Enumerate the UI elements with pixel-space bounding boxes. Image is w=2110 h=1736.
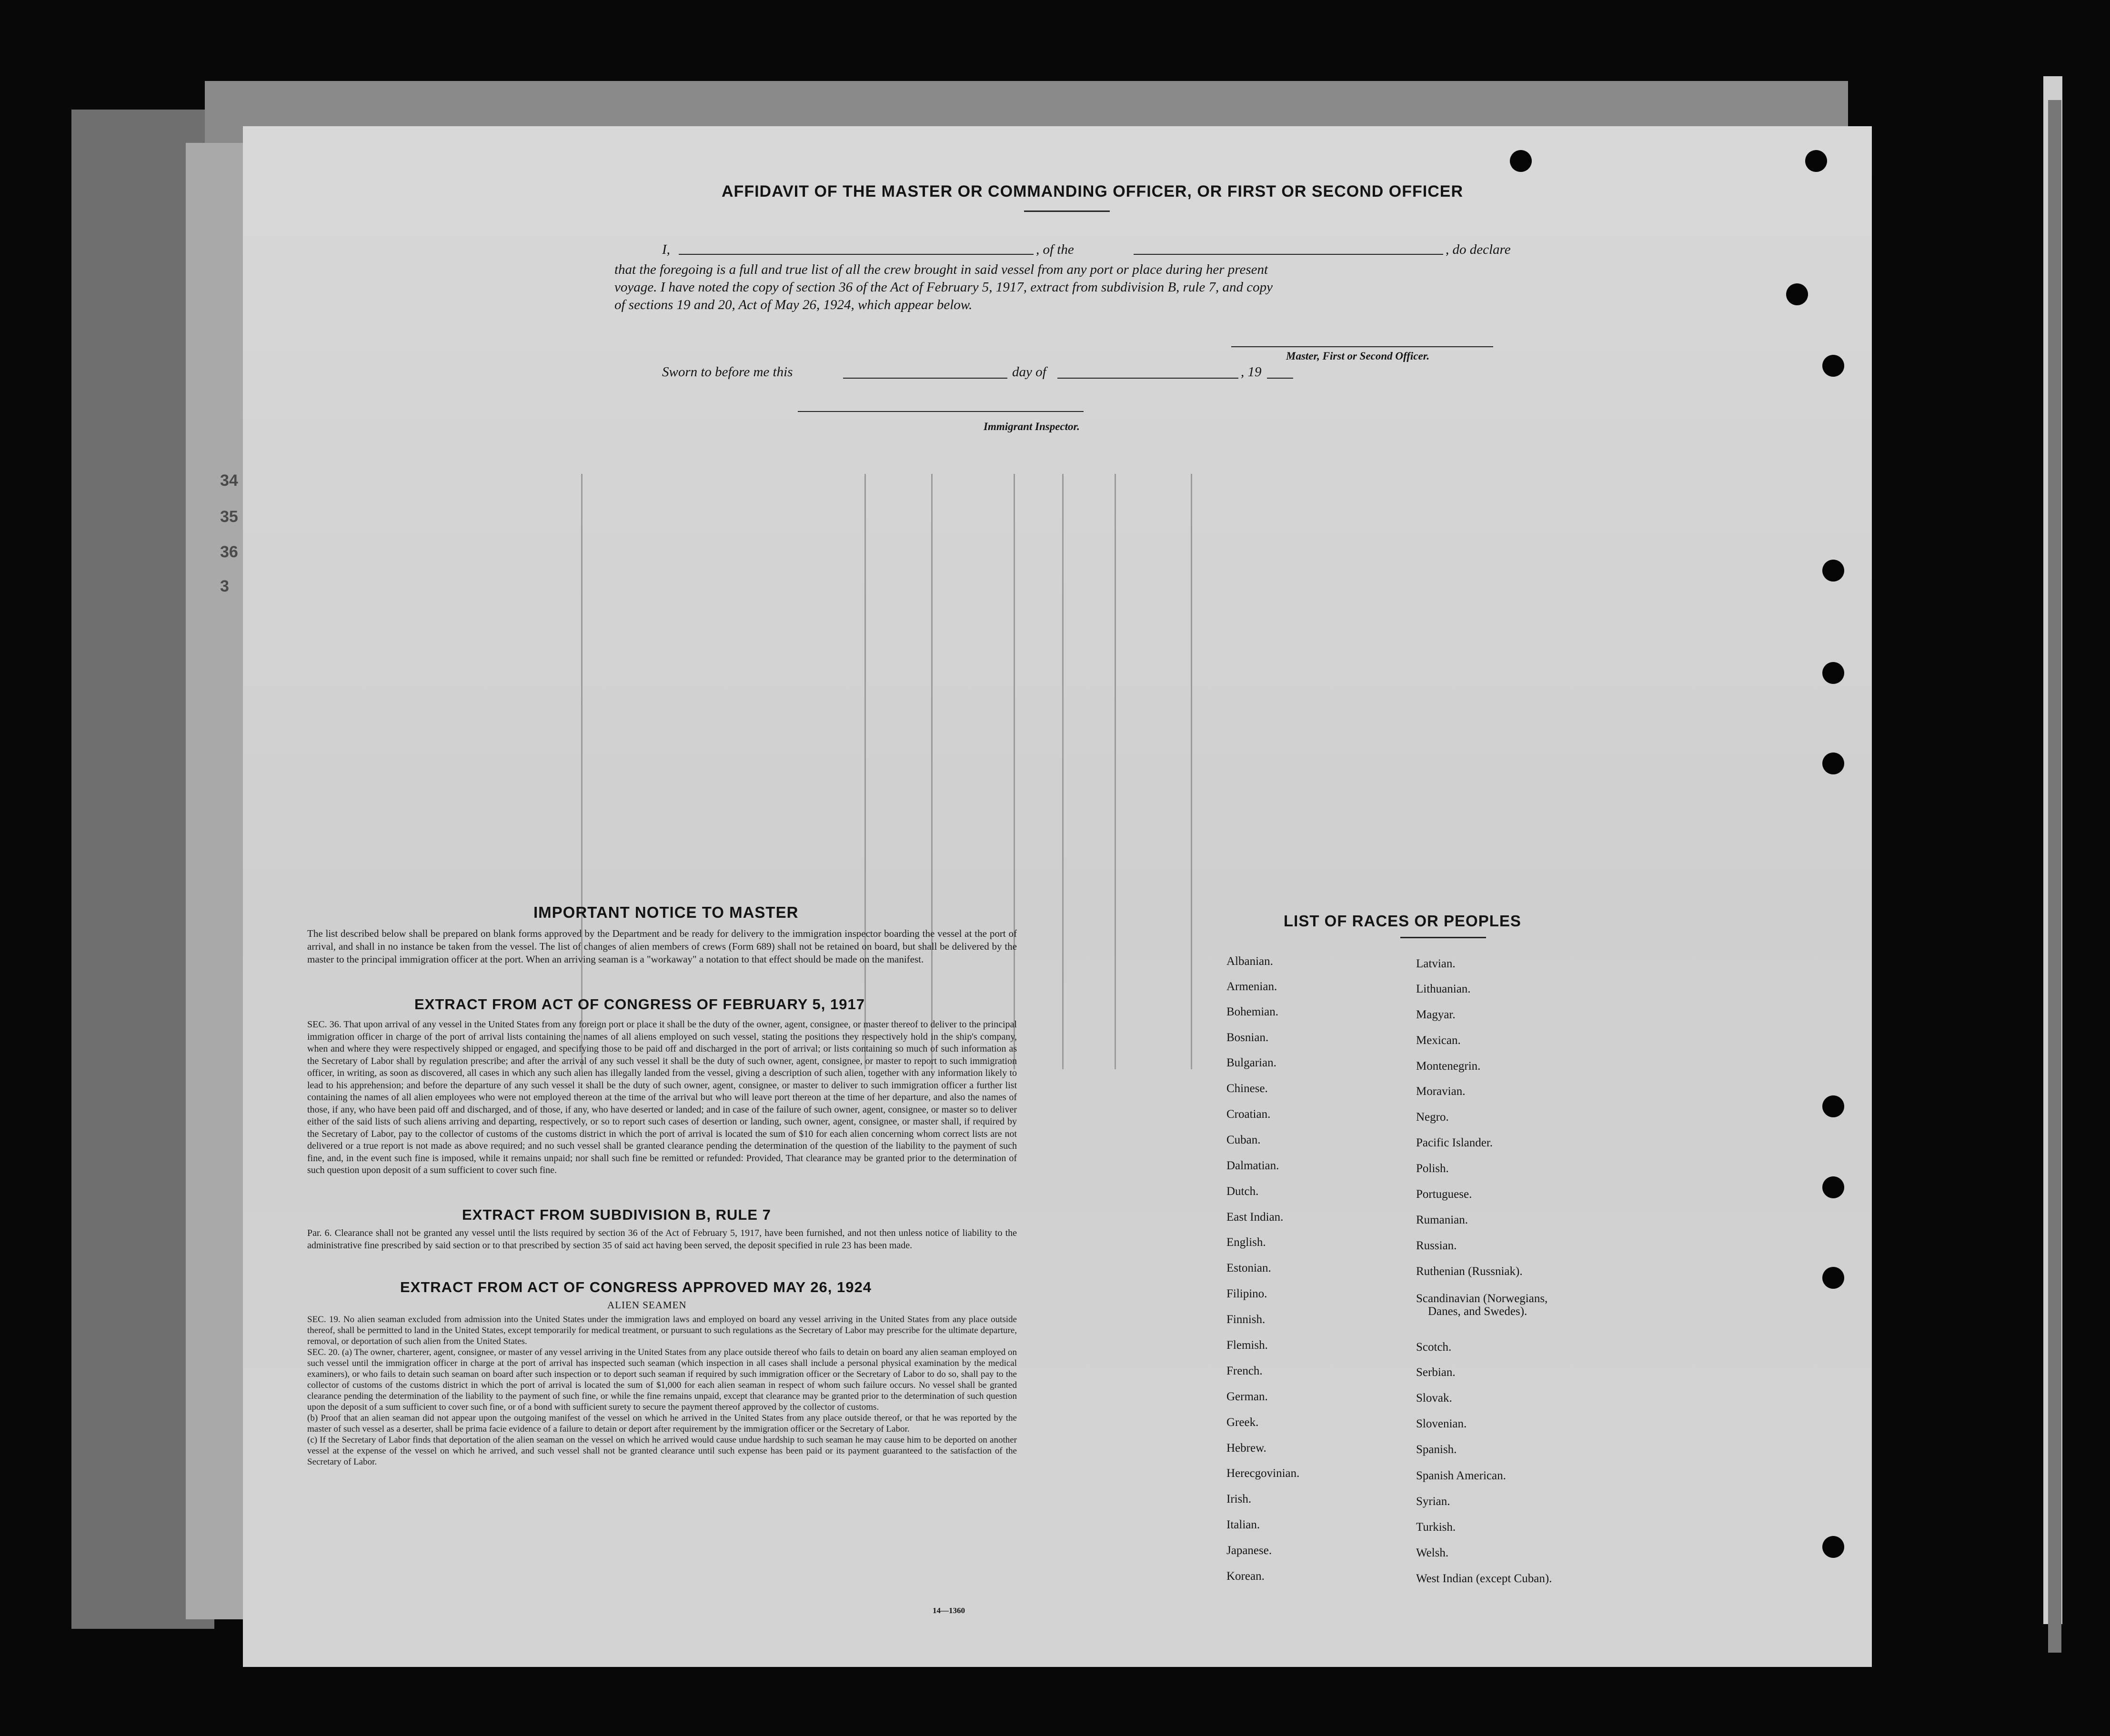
affidavit-title: AFFIDAVIT OF THE MASTER OR COMMANDING OFFICER, OR FIRST OR SECOND OFFICER — [722, 182, 1463, 201]
affidavit-line: voyage. I have noted the copy of section 36 of the Act of February 5, 1917, extract from subdivision B, rule 7, and copy — [614, 280, 1273, 295]
underlying-strip — [186, 143, 252, 1619]
race-item: German. — [1226, 1390, 1268, 1403]
right-binding-bar — [2048, 100, 2061, 1653]
vessel-blank — [1134, 254, 1443, 255]
race-item: Dalmatian. — [1226, 1159, 1279, 1172]
race-item: Greek. — [1226, 1416, 1259, 1429]
inspector-line — [798, 411, 1084, 412]
margin-number: 35 — [220, 508, 238, 526]
race-item: Flemish. — [1226, 1339, 1268, 1352]
race-item: Latvian. — [1416, 957, 1456, 970]
race-item: Serbian. — [1416, 1366, 1456, 1379]
sworn-label: Sworn to before me this — [662, 364, 793, 380]
inspector-label: Immigrant Inspector. — [984, 421, 1080, 432]
extract3-text — [307, 1314, 1017, 1467]
race-item: Syrian. — [1416, 1495, 1450, 1508]
race-item: Slovak. — [1416, 1392, 1452, 1405]
race-item: Negro. — [1416, 1111, 1449, 1124]
bleed-column-line — [1062, 474, 1064, 1069]
race-item: West Indian (except Cuban). — [1416, 1572, 1552, 1585]
punch-hole — [1822, 1095, 1844, 1117]
punch-hole — [1510, 150, 1532, 172]
bleed-column-line — [864, 474, 866, 1069]
extract1-text: SEC. 36. That upon arrival of any vessel in the United States from any foreign port or place it shall be the duty of the owner, agent, consignee, or master thereof to deliver to the principal immigration officer in charge of the port of arrival lists containing the names of all aliens employed on such vessel, stating the positions they respectively hold in the ship's company, when and where they were respectively shipped or engaged, and specifying those to be paid off and discharged in the port of arrival; or lists containing so much of such information as the Secretary of Labor shall by regulation prescribe; and after the arrival of any such vessel it shall be the duty of such owner, agent, consignee, or master to report to such immigration officer, in writing, as soon as discovered, all cases in which any such alien has illegally landed from the vessel, giving a description of such alien, together with any information likely to lead to his apprehension; and before the departure of any such vessel it shall be the duty of such owner, agent, consignee, or master to deliver to such immigration officer a further list containing the names of all alien employees who were not employed thereon at the time of the arrival but who will leave port thereon at the time of her departure, and also the names of those, if any, who have been paid off and discharged, and of those, if any, who have deserted or landed; and in case of the failure of such owner, agent, consignee, or master so to deliver either of the said lists of such aliens arriving and departing, respectively, or so to report such cases of desertion or landing, such owner, agent, consignee, or master shall, if required by the Secretary of Labor, pay to the collector of customs of the customs district in which the port of arrival is located the sum of $10 for each alien concerning whom correct lists are not delivered or a true report is not made as above required; and no such vessel shall be granted clearance pending the determination of the question of the liability to the payment of such fine, and, in the event such fine is imposed, while it remains unpaid; nor shall such fine be remitted or refunded: Provided, That clearance may be granted prior to the determination of such question upon deposit of a sum sufficient to cover such fine. — [307, 1019, 1017, 1175]
name-blank — [679, 254, 1034, 255]
race-item: Cuban. — [1226, 1134, 1261, 1146]
race-item: Spanish American. — [1416, 1469, 1506, 1482]
bleed-column-line — [931, 474, 933, 1069]
section-20a-text: SEC. 20. (a) The owner, charterer, agent, consignee, or master of any vessel arriving in the United States from any place outside thereof who fails to detain on board any alien seaman employed on such vessel until the immigration officer in charge at the port of arrival has inspected such seaman (which inspection in all cases shall include a personal physical examination by the medical examiners), or who fails to detain such seaman on board after such inspection or to deport such seaman if required by such immigration officer or the Secretary of Labor to do so, shall pay to the collector of customs of the customs district in which the port of arrival is located the sum of $1,000 for each alien seaman in respect of whom such failure occurs. No vessel shall be granted clearance pending the determination of the liability to the payment of such fine, or while the fine remains unpaid, except that clearance may be granted prior to the determination of such question upon the deposit of a sum sufficient to cover such fine, or of a bond with sufficient surety to secure the payment thereof approved by the collector of customs. — [307, 1347, 1017, 1412]
race-item: Bosnian. — [1226, 1031, 1269, 1044]
punch-hole — [1822, 662, 1844, 684]
affidavit-line: that the foregoing is a full and true list of all the crew brought in said vessel from any port or place during her present — [614, 262, 1268, 277]
section-20c-text: (c) If the Secretary of Labor finds that deportation of the alien seaman on the vessel on which he arrived would cause undue hardship to such seaman he may cause him to be deported on another vessel at the expense of the vessel on which he arrived, and such vessel shall not be granted clearance until such expense has been paid or its payment guaranteed to the satisfaction of the Secretary of Labor. — [307, 1435, 1017, 1467]
bleed-column-line — [1191, 474, 1192, 1069]
race-item: Slovenian. — [1416, 1417, 1467, 1430]
bleed-column-line — [1014, 474, 1015, 1069]
punch-hole — [1822, 1267, 1844, 1289]
race-item: Mexican. — [1416, 1034, 1461, 1047]
punch-hole — [1822, 355, 1844, 377]
extract2-text: Par. 6. Clearance shall not be granted any vessel until the lists required by section 36 of the Act of February 5, 1917, have been furnished, and not then unless notice of liability to the administrative fine prescribed by said section or to that prescribed by section 35 of said act having been served, the deposit specified in rule 23 has been made. — [307, 1228, 1017, 1251]
race-item: Armenian. — [1226, 980, 1277, 993]
extract1-title: EXTRACT FROM ACT OF CONGRESS OF FEBRUARY 5, 1917 — [414, 996, 865, 1013]
race-item: Croatian. — [1226, 1108, 1271, 1121]
affidavit-of-the: , of the — [1036, 242, 1074, 257]
margin-number: 34 — [220, 472, 238, 490]
title-underline — [1024, 211, 1110, 212]
race-item: Russian. — [1416, 1239, 1457, 1252]
race-item: Italian. — [1226, 1518, 1260, 1531]
race-item: Japanese. — [1226, 1544, 1272, 1557]
race-item: Irish. — [1226, 1493, 1252, 1505]
race-item: Hebrew. — [1226, 1442, 1266, 1455]
race-item: Pacific Islander. — [1416, 1136, 1493, 1149]
race-item: French. — [1226, 1365, 1263, 1377]
race-item: Filipino. — [1226, 1287, 1267, 1300]
punch-hole — [1805, 150, 1827, 172]
affidavit-i: I, — [662, 242, 670, 257]
day-of-label: day of — [1012, 364, 1046, 380]
race-item: Estonian. — [1226, 1262, 1271, 1274]
extract2-title: EXTRACT FROM SUBDIVISION B, RULE 7 — [462, 1206, 771, 1223]
punch-hole — [1822, 560, 1844, 582]
race-item: Danes, and Swedes). — [1428, 1305, 1527, 1318]
race-item: Portuguese. — [1416, 1188, 1472, 1201]
punch-hole — [1822, 1536, 1844, 1558]
extract3-subtitle: ALIEN SEAMEN — [607, 1299, 687, 1311]
document-page — [243, 126, 1872, 1667]
master-label: Master, First or Second Officer. — [1286, 350, 1430, 362]
sworn-day-blank — [843, 378, 1007, 379]
notice-title: IMPORTANT NOTICE TO MASTER — [533, 903, 799, 921]
margin-number: 3 — [220, 577, 229, 595]
section-19-text: SEC. 19. No alien seaman excluded from admission into the United States under the immigration laws and employed on board any vessel arriving in the United States from any place outside thereof, shall be permitted to land in the United States, except temporarily for medical treatment, or pursuant to such regulations as the Secretary of Labor may prescribe for the ultimate departure, removal, or deportation of such alien from the United States. — [307, 1315, 1017, 1346]
form-number: 14—1360 — [933, 1606, 965, 1615]
race-item: Moravian. — [1416, 1085, 1466, 1098]
punch-hole — [1822, 1176, 1844, 1198]
month-blank — [1057, 378, 1238, 379]
affidavit-line: of sections 19 and 20, Act of May 26, 1924, which appear below. — [614, 297, 973, 312]
races-underline — [1400, 937, 1486, 938]
race-item: East Indian. — [1226, 1211, 1284, 1224]
race-item: Dutch. — [1226, 1185, 1259, 1198]
signature-line — [1231, 346, 1493, 347]
race-item: Montenegrin. — [1416, 1060, 1481, 1073]
race-item: Scotch. — [1416, 1341, 1452, 1354]
race-item: Polish. — [1416, 1162, 1449, 1175]
races-title: LIST OF RACES OR PEOPLES — [1284, 912, 1521, 930]
bleed-column-line — [1115, 474, 1116, 1069]
extract3-title: EXTRACT FROM ACT OF CONGRESS APPROVED MAY 26, 1924 — [400, 1279, 872, 1295]
bleed-column-line — [581, 474, 583, 1069]
race-item: Albanian. — [1226, 955, 1273, 968]
race-item: Scandinavian (Norwegians, — [1416, 1292, 1548, 1305]
notice-text: The list described below shall be prepared on blank forms approved by the Department and be ready for delivery to the immigration inspector boarding the vessel at the port of arrival, and shall in no instance be taken from the vessel. The list of changes of alien members of crews (Form 689) shall not be retained on board, but shall be delivered by the master to the principal immigration officer at the port. When an arriving seaman is a "workaway" a notation to that effect should be made on the manifest. — [307, 928, 1017, 965]
margin-number: 36 — [220, 543, 238, 561]
race-item: Welsh. — [1416, 1546, 1449, 1559]
race-item: Rumanian. — [1416, 1214, 1468, 1226]
race-item: Chinese. — [1226, 1082, 1268, 1095]
year-blank — [1267, 378, 1293, 379]
affidavit-declare: , do declare — [1446, 242, 1511, 257]
race-item: Spanish. — [1416, 1443, 1457, 1456]
section-20b-text: (b) Proof that an alien seaman did not appear upon the outgoing manifest of the vessel on which he arrived in the United States from any place outside thereof, or that he was reported by the master of such vessel as a deserter, shall be prima facie evidence of a failure to detain or deport after requirement by the immigration officer or the Secretary of Labor. — [307, 1413, 1017, 1434]
race-item: Lithuanian. — [1416, 983, 1471, 995]
race-item: English. — [1226, 1236, 1266, 1249]
race-item: Ruthenian (Russniak). — [1416, 1265, 1523, 1278]
race-item: Bohemian. — [1226, 1005, 1279, 1018]
race-item: Magyar. — [1416, 1008, 1456, 1021]
race-item: Turkish. — [1416, 1521, 1456, 1534]
race-item: Herecgovinian. — [1226, 1467, 1300, 1480]
punch-hole — [1786, 283, 1808, 305]
punch-hole — [1822, 753, 1844, 774]
race-item: Korean. — [1226, 1570, 1265, 1583]
year-label: , 19 — [1241, 364, 1262, 380]
race-item: Bulgarian. — [1226, 1056, 1276, 1069]
race-item: Finnish. — [1226, 1313, 1266, 1326]
